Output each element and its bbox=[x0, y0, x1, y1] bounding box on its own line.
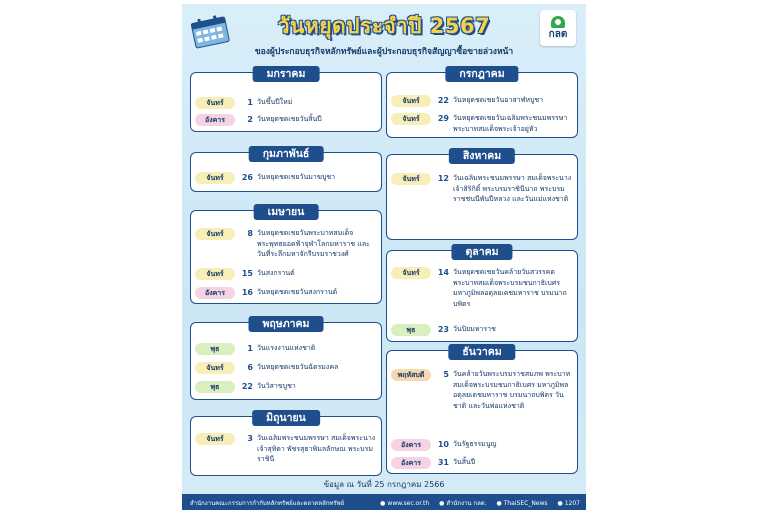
holiday-desc: วันรัฐธรรมนูญ bbox=[453, 440, 497, 448]
holiday-desc: วันแรงงานแห่งชาติ bbox=[257, 344, 316, 352]
holiday-day: 1 bbox=[247, 98, 253, 107]
holiday-desc: วันปิยมหาราช bbox=[453, 325, 496, 333]
month-card-apr bbox=[190, 206, 382, 304]
month-card-jul bbox=[386, 68, 578, 138]
weekday-badge: จันทร์ bbox=[195, 228, 235, 240]
month-card-oct bbox=[386, 246, 578, 342]
month-card-may bbox=[190, 318, 382, 400]
month-card-aug bbox=[386, 150, 578, 240]
holiday-day: 16 bbox=[241, 288, 253, 297]
weekday-badge: อังคาร bbox=[195, 114, 235, 126]
holiday-day: 14 bbox=[437, 268, 449, 277]
holiday-row bbox=[195, 114, 377, 126]
page-title: วันหยุดประจำปี 2567 bbox=[277, 14, 491, 38]
facebook-link[interactable]: สำนักงาน กลต. bbox=[446, 500, 487, 507]
month-card-jun bbox=[190, 412, 382, 476]
contact-links bbox=[372, 498, 580, 508]
holiday-desc: วันเฉลิมพระชนมพรรษา สมเด็จพระนางเจ้าสิริกิติ์ พระบรมราชินีนาถ พระบรมราชชนนีพันปีหลวง และวันแม่แห่งชาติ bbox=[453, 174, 572, 203]
holiday-desc: วันหยุดชดเชยวันสิ้นปี bbox=[257, 115, 322, 123]
holiday-day: 23 bbox=[437, 325, 449, 334]
phone-icon: ● bbox=[557, 500, 563, 507]
holiday-day: 1 bbox=[247, 344, 253, 353]
holiday-day: 31 bbox=[437, 458, 449, 467]
weekday-badge: จันทร์ bbox=[195, 433, 235, 445]
holiday-row bbox=[391, 457, 573, 469]
month-title: เมษายน bbox=[254, 204, 319, 220]
weekday-badge: พฤหัสบดี bbox=[391, 369, 431, 381]
holiday-row bbox=[391, 95, 573, 107]
month-title: มกราคม bbox=[253, 66, 320, 82]
holiday-row bbox=[195, 228, 377, 262]
bottom-bar bbox=[182, 494, 586, 510]
data-as-of-note: ข้อมูล ณ วันที่ 25 กรกฎาคม 2566 bbox=[323, 480, 445, 489]
website-link[interactable]: www.sec.or.th bbox=[387, 500, 430, 507]
holiday-poster bbox=[182, 4, 586, 510]
holiday-desc: วันหยุดชดเชยวันพระบาทสมเด็จพระพุทธยอดฟ้าจุฬาโลกมหาราช และวันที่ระลึกมหาจักรีบรมราชวงศ์ bbox=[257, 229, 370, 258]
holiday-desc: วันหยุดชดเชยวันสงกรานต์ bbox=[257, 288, 338, 296]
weekday-badge: พุธ bbox=[195, 343, 235, 355]
month-title: มิถุนายน bbox=[252, 410, 320, 426]
holiday-day: 3 bbox=[247, 434, 253, 443]
holiday-row bbox=[391, 173, 573, 235]
weekday-badge: จันทร์ bbox=[391, 267, 431, 279]
sec-logo-text: กลต bbox=[548, 29, 568, 40]
holiday-desc: วันสงกรานต์ bbox=[257, 269, 295, 277]
holiday-row bbox=[195, 268, 377, 280]
holiday-day: 15 bbox=[241, 269, 253, 278]
facebook-icon: ● bbox=[439, 500, 445, 507]
holiday-row bbox=[391, 439, 573, 451]
month-title: ตุลาคม bbox=[451, 244, 512, 260]
weekday-badge: พุธ bbox=[391, 324, 431, 336]
holiday-desc: วันวิสาขบูชา bbox=[257, 382, 296, 390]
weekday-badge: พุธ bbox=[195, 381, 235, 393]
holiday-row bbox=[391, 267, 573, 317]
weekday-badge: จันทร์ bbox=[195, 97, 235, 109]
twitter-link[interactable]: ThaiSEC_News bbox=[503, 500, 548, 507]
holiday-day: 26 bbox=[241, 173, 253, 182]
month-title: พฤษภาคม bbox=[249, 316, 324, 332]
holiday-day: 6 bbox=[247, 363, 253, 372]
weekday-badge: จันทร์ bbox=[195, 362, 235, 374]
holiday-row bbox=[391, 113, 573, 135]
weekday-badge: จันทร์ bbox=[391, 113, 431, 125]
holiday-desc: วันหยุดชดเชยวันคล้ายวันสวรรคต พระบาทสมเด็จพระบรมชนกาธิเบศร มหาภูมิพลอดุลยเดชมหาราช บรมนาถบพิตร bbox=[453, 268, 567, 308]
weekday-badge: จันทร์ bbox=[195, 172, 235, 184]
organization-name: สำนักงานคณะกรรมการกำกับหลักทรัพย์และตลาดหลักทรัพย์ bbox=[190, 500, 345, 507]
weekday-badge: อังคาร bbox=[195, 287, 235, 299]
holiday-desc: วันคล้ายวันพระบรมราชสมภพ พระบาทสมเด็จพระบรมชนกาธิเบศร มหาภูมิพลอดุลยเดชมหาราช บรมนาถบพิตร วันชาติ และวันพ่อแห่งชาติ bbox=[453, 370, 571, 410]
holiday-row bbox=[391, 369, 573, 435]
holiday-desc: วันหยุดชดเชยวันเฉลิมพระชนมพรรษา พระบาทสมเด็จพระเจ้าอยู่หัว bbox=[453, 114, 568, 133]
weekday-badge: จันทร์ bbox=[391, 95, 431, 107]
holiday-row bbox=[195, 362, 377, 374]
holiday-day: 29 bbox=[437, 114, 449, 123]
holiday-day: 12 bbox=[437, 174, 449, 183]
twitter-icon: ● bbox=[496, 500, 502, 507]
month-card-feb bbox=[190, 148, 382, 192]
weekday-badge: จันทร์ bbox=[391, 173, 431, 185]
month-card-jan bbox=[190, 68, 382, 132]
holiday-desc: วันเฉลิมพระชนมพรรษา สมเด็จพระนางเจ้าสุทิดา พัชรสุธาพิมลลักษณ พระบรมราชินี bbox=[257, 434, 376, 463]
holiday-row bbox=[195, 381, 377, 393]
weekday-badge: อังคาร bbox=[391, 457, 431, 469]
holiday-desc: วันหยุดชดเชยวันมาฆบูชา bbox=[257, 173, 336, 181]
weekday-badge: อังคาร bbox=[391, 439, 431, 451]
month-title: กุมภาพันธ์ bbox=[249, 146, 324, 162]
holiday-desc: วันหยุดชดเชยวันฉัตรมงคล bbox=[257, 363, 339, 371]
month-title: สิงหาคม bbox=[449, 148, 515, 164]
page-subtitle: ของผู้ประกอบธุรกิจหลักทรัพย์และผู้ประกอบธุรกิจสัญญาซื้อขายล่วงหน้า bbox=[254, 47, 514, 57]
globe-icon: ● bbox=[380, 500, 386, 507]
holiday-day: 10 bbox=[437, 440, 449, 449]
holiday-row bbox=[195, 433, 377, 469]
holiday-row bbox=[391, 324, 573, 336]
hotline-number[interactable]: 1207 bbox=[564, 500, 580, 507]
weekday-badge: จันทร์ bbox=[195, 268, 235, 280]
holiday-desc: วันขึ้นปีใหม่ bbox=[257, 98, 293, 106]
holiday-desc: วันหยุดชดเชยวันอาสาฬหบูชา bbox=[453, 96, 544, 104]
holiday-day: 2 bbox=[247, 115, 253, 124]
month-card-dec bbox=[386, 346, 578, 474]
holiday-day: 22 bbox=[437, 96, 449, 105]
holiday-day: 5 bbox=[443, 370, 449, 379]
holiday-row bbox=[195, 172, 377, 184]
holiday-day: 8 bbox=[247, 229, 253, 238]
holiday-row bbox=[195, 97, 377, 109]
holiday-row bbox=[195, 287, 377, 299]
month-title: กรกฎาคม bbox=[445, 66, 518, 82]
holiday-row bbox=[195, 343, 377, 355]
month-title: ธันวาคม bbox=[448, 344, 515, 360]
holiday-desc: วันสิ้นปี bbox=[453, 458, 476, 466]
holiday-day: 22 bbox=[241, 382, 253, 391]
